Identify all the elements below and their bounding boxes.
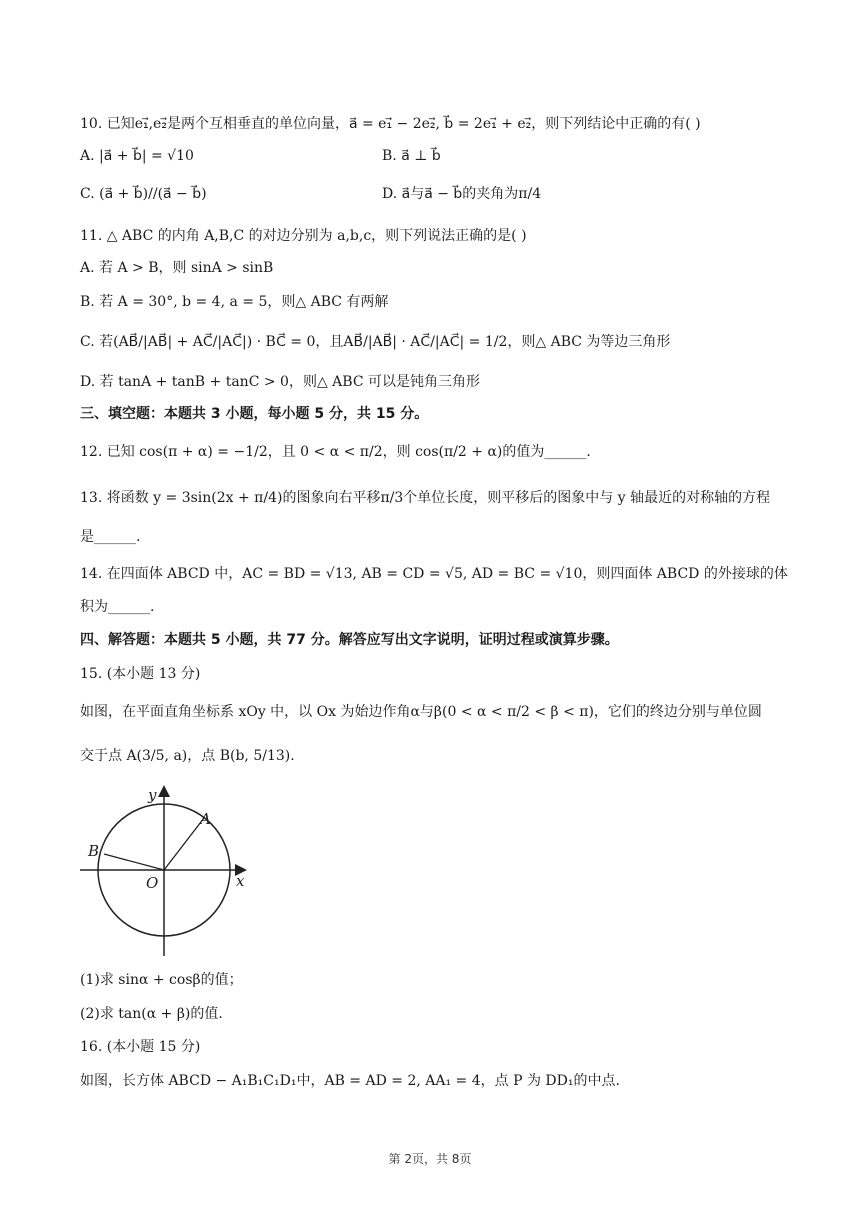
ray-oa [164, 818, 204, 870]
ray-ob [104, 854, 164, 870]
q10-option-c: C. (a⃗ + b⃗)//(a⃗ − b⃗) [80, 186, 207, 202]
label-y: y [148, 786, 157, 804]
section-3-heading: 三、填空题：本题共 3 小题，每小题 5 分，共 15 分。 [80, 406, 429, 422]
label-origin: O [146, 874, 159, 892]
q16-line1: 如图，长方体 ABCD − A₁B₁C₁D₁中，AB = AD = 2, AA₁ = 4，点 P 为 DD₁的中点. [80, 1073, 620, 1089]
q15-line1: 如图，在平面直角坐标系 xOy 中，以 Ox 为始边作角α与β(0 < α < π/2 < β < π)，它们的终边分别与单位圆 [80, 704, 762, 720]
q16-title: 16. (本小题 15 分) [80, 1039, 201, 1055]
q10-option-b: B. a⃗ ⊥ b⃗ [382, 148, 441, 164]
q11-stem: 11. △ ABC 的内角 A,B,C 的对边分别为 a,b,c，则下列说法正确的是( ) [80, 228, 527, 244]
q11-option-a: A. 若 A > B，则 sinA > sinB [80, 260, 274, 276]
q11-option-b: B. 若 A = 30°, b = 4, a = 5，则△ ABC 有两解 [80, 294, 389, 310]
page-footer: 第 2页，共 8页 [388, 1152, 472, 1166]
label-point-a: A [200, 810, 211, 828]
unit-circle-figure [72, 782, 252, 962]
q15-title: 15. (本小题 13 分) [80, 666, 201, 682]
q10-option-d: D. a⃗与a⃗ − b⃗的夹角为π/4 [382, 186, 542, 202]
q13-line2: 是______. [80, 529, 141, 545]
q10-stem: 10. 已知e₁⃗,e₂⃗是两个互相垂直的单位向量，a⃗ = e₁⃗ − 2e₂⃗, b⃗ = 2e₁⃗ + e₂⃗，则下列结论中正确的有( ) [80, 116, 701, 132]
q15-line2: 交于点 A(3/5, a)，点 B(b, 5/13). [80, 748, 295, 764]
label-point-b: B [88, 842, 100, 860]
q15-part2: (2)求 tan(α + β)的值. [80, 1006, 223, 1022]
q15-part1: (1)求 sinα + cosβ的值； [80, 972, 243, 988]
q10-option-a: A. |a⃗ + b⃗| = √10 [80, 148, 194, 164]
q11-option-c: C. 若(AB⃗/|AB⃗| + AC⃗/|AC⃗|) · BC⃗ = 0，且AB⃗/|AB⃗| · AC⃗/|AC⃗| = 1/2，则△ ABC 为等边三角形 [80, 334, 671, 350]
q14-line1: 14. 在四面体 ABCD 中，AC = BD = √13, AB = CD = √5, AD = BC = √10，则四面体 ABCD 的外接球的体 [80, 566, 788, 582]
q11-option-d: D. 若 tanA + tanB + tanC > 0，则△ ABC 可以是钝角三角形 [80, 374, 480, 390]
section-4-heading: 四、解答题：本题共 5 小题，共 77 分。解答应写出文字说明，证明过程或演算步骤。 [80, 632, 619, 648]
q12: 12. 已知 cos(π + α) = −1/2，且 0 < α < π/2，则 cos(π/2 + α)的值为______. [80, 444, 591, 460]
label-x: x [236, 872, 245, 890]
q14-line2: 积为______. [80, 599, 155, 615]
q13-line1: 13. 将函数 y = 3sin(2x + π/4)的图象向右平移π/3个单位长度，则平移后的图象中与 y 轴最近的对称轴的方程 [80, 490, 771, 506]
